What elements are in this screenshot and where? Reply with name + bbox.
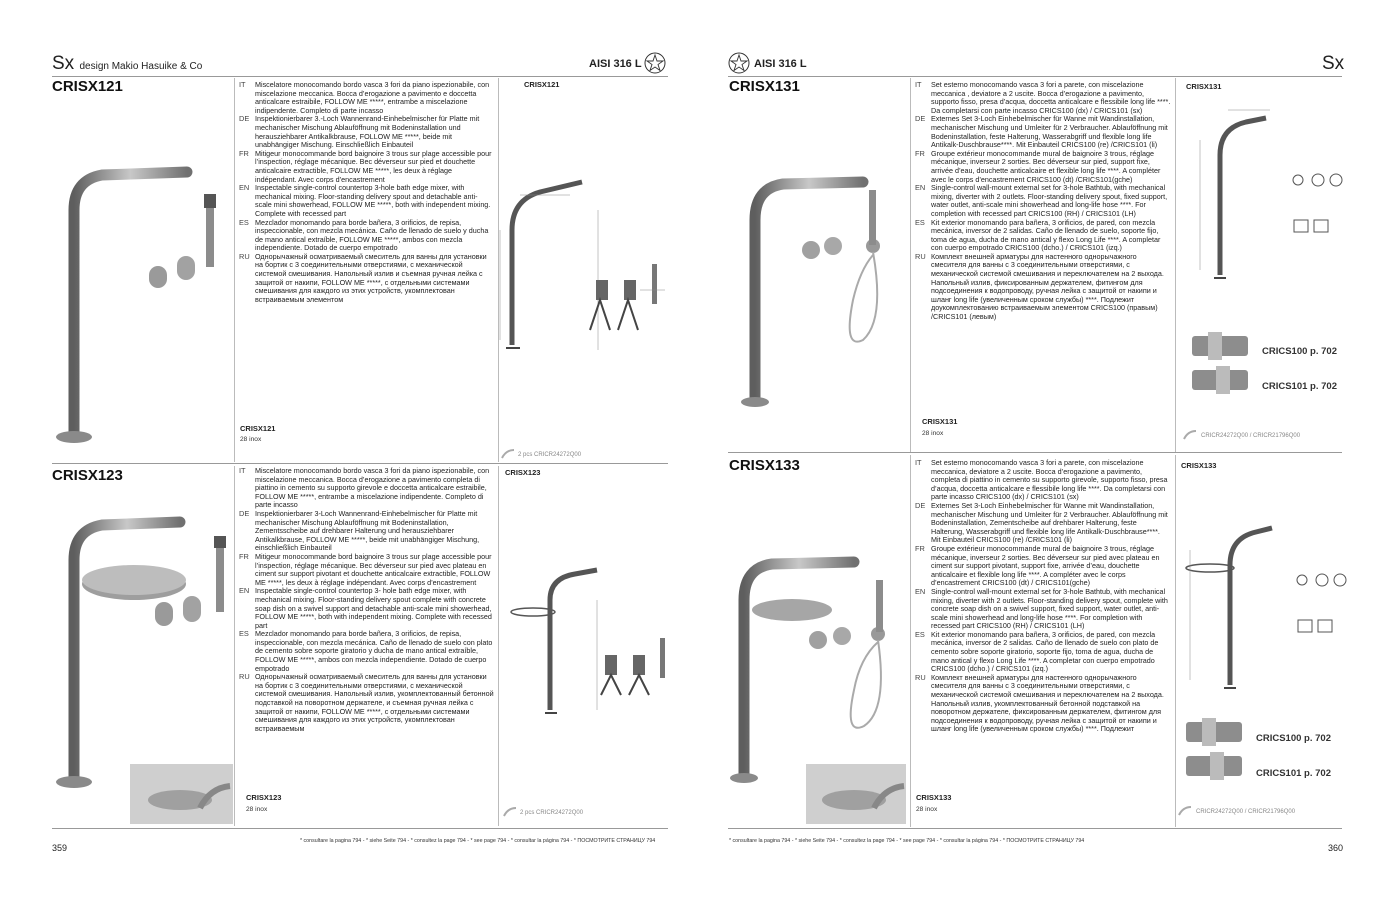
detail-photo-crisx133 bbox=[806, 764, 906, 824]
lang-code: EN bbox=[915, 183, 926, 193]
desc-text: Mezclador monomando para borde bañera, 3 orificios, de repisa, inspeccionable, con mezcla mecánica. Caño de llenado de suelo con plato de cemento sobre soporte giratorio y ducha de mano antical extraíble, FOLLOW ME *****, ambos con mezcla independiente. Dotado de cuerpo empotrado bbox=[255, 629, 493, 673]
lang-code: DE bbox=[915, 114, 926, 124]
lang-code: RU bbox=[915, 251, 926, 261]
desc-text: Комплект внешней арматуры для настенного однорычажного смесителя для ванны с 3 соединительными отверстиями, с механической системой смешивания и переключателем на 2 выхода. Напольный излив, фиксированным держателем, фитингом для подсоединения к водопроводу, ручная лейка с защитой от накипи и шланг long life (увеличенным сроком службы) ****. Подлежит доукомплектованию встраиваемым элементом CRICS100 (правым) /CRICS101 (левым) bbox=[931, 251, 1164, 322]
product-photo-crisx123 bbox=[52, 500, 232, 790]
drawing-label-crisx123: CRISX123 bbox=[505, 468, 541, 477]
section-rule bbox=[52, 463, 668, 464]
desc-text: Miscelatore monocomando bordo vasca 3 fori da piano ispezionabile, con miscelazione meccanica. Bocca d’erogazione a pavimento e doccetta anticalcare estraibile, FOLLOW ME *****, entrambe a miscelazione indipendente. Completo di parte incasso bbox=[255, 80, 490, 115]
drawing-label-crisx133: CRISX133 bbox=[1181, 461, 1217, 470]
lang-code: RU bbox=[239, 251, 250, 261]
lang-code: FR bbox=[239, 148, 249, 158]
desc-text: Miscelatore monocomando bordo vasca 3 fori da piano ispezionabile, con miscelazione meccanica. Bocca d’erogazione a pavimento completa di piattino in cemento su supporto girevole e doccetta anticalcare estraibile, FOLLOW ME *****, entrambe a miscelazione indipendente. Completo di parte incasso bbox=[255, 466, 490, 510]
bottom-rule-left bbox=[52, 828, 668, 829]
finish-crisx131: 28 inox bbox=[922, 430, 944, 437]
divider bbox=[234, 78, 235, 462]
lang-code: DE bbox=[239, 508, 250, 518]
desc-text: Mitigeur monocommande bord baignoire 3 trous sur plage accessible pour l’inspection, réglage mécanique. Bec déverseur sur pied et douchette anticalcaire extractible, FOLLOW ME *****, les deux à réglage indépendant. Avec corps d’encastrement bbox=[255, 148, 492, 184]
finish-code-crisx131: CRISX131 bbox=[922, 417, 958, 426]
recessed-part-crics100-131: CRICS100 p. 702 bbox=[1262, 346, 1337, 357]
soap-dish-detail-icon bbox=[140, 778, 230, 818]
lang-code: ES bbox=[915, 217, 925, 227]
material-label-left: AISI 316 L bbox=[589, 58, 642, 70]
desc-text: Inspektionierbarer 3-Loch Wannenrand-Einhebelmischer für Platte mit mechanischer Mischung Ablauföffnung mit Bodeninstallation, Zementsscheibe auf drehbarer Halterung und herausziehbarer Antikalkbrause, FOLLOW ME *****, beide mit unabhängiger Mischung, einschließlich Einbauteil bbox=[255, 508, 480, 553]
finish-code-crisx121: CRISX121 bbox=[240, 424, 276, 433]
description-crisx131 bbox=[915, 81, 1171, 322]
desc-text: Однорычажный осматриваемый смеситель для ванны для установки на бортик с 3 соединительными отверстиями, с механической системой смешивания. Напольный излив и съемная ручная лейка с защитой от накипи, FOLLOW ME *****, с отдельными системами смешивания для каждого из этих устройств, укомплектован встраиваемым элементом bbox=[255, 251, 487, 304]
page-number-right: 360 bbox=[1328, 843, 1344, 853]
divider bbox=[498, 466, 499, 826]
lang-code: ES bbox=[239, 217, 249, 227]
page-number-left: 359 bbox=[52, 843, 68, 853]
desc-text: Комплект внешней арматуры для настенного однорычажного смесителя для ванны с 3 соединительными отверстиями, с механической системой смешивания и переключателем на 2 выхода. Напольный излив, укомплектованный бетонной подставкой на поворотном держателе, фиксированным держателем, фитингом для подсоединения к водопроводу, ручная лейка с защитой от накипи и шланг long life (увеличенным сроком службы) ****. Подлежит bbox=[931, 672, 1164, 734]
brand-text: Sx bbox=[52, 53, 75, 74]
spare-part-crisx121: 2 pcs CRICR24272Q00 bbox=[518, 452, 582, 458]
divider bbox=[910, 78, 911, 452]
description-crisx123 bbox=[239, 467, 494, 733]
brand-right: Sx bbox=[1322, 53, 1345, 74]
product-code-crisx133: CRISX133 bbox=[729, 457, 800, 474]
drawing-label-crisx131: CRISX131 bbox=[1186, 82, 1222, 91]
product-photo-crisx131 bbox=[735, 160, 910, 410]
desc-text: Groupe extérieur monocommande mural de baignoire 3 trous, réglage mécanique, inverseur 2 sorties. Bec déverseur sur pied, support fixe, arrivée d’eau, douchette anticalcaire et flexible long life ****. A compléter avec le corps d’encastrement CRICS100 (dt) /CRICS101(gche) bbox=[931, 148, 1161, 184]
recessed-part-crics101-131: CRICS101 p. 702 bbox=[1262, 381, 1337, 392]
technical-drawing-crisx131 bbox=[1180, 100, 1345, 290]
recessed-body-photo-131 bbox=[1188, 332, 1254, 394]
desc-text: Inspectable single-control countertop 3- hole bath edge mixer, with mechanical mixing. Floor-standing delivery spout complete with concrete soap dish on a swivel support and detachable anti-scale mini showerhead, FOLLOW ME *****, both with independent mixing. Complete with recessed part bbox=[255, 586, 492, 630]
product-code-crisx121: CRISX121 bbox=[52, 78, 123, 95]
spare-part-crisx133: CRICR24272Q00 / CRICR21796Q00 bbox=[1196, 809, 1296, 815]
desc-text: Inspektionierbarer 3.-Loch Wannenrand-Einhebelmischer für Platte mit mechanischer Mischung Ablauföffnung mit Bodeninstallation und herausziehbarer Antikalkbrause, FOLLOW ME *****, beide mit unabhängiger Mischung. Einschließlich Einbauteil bbox=[255, 114, 480, 150]
desc-text: Externes Set 3-Loch Einhebelmischer für Wanne mit Wandinstallation, mechanischer Mischung und Umleiter für 2 Verbraucher. Ablauföffnung mit Bodeninstallation, feste Halterung, Wasserabgriff und flexible long life Antikalk-Duschbrause****. Mit Einbauteil CRICS100 (re) /CRICS101 (li) bbox=[931, 114, 1168, 150]
soap-dish-detail-icon bbox=[816, 778, 904, 818]
lang-code: ES bbox=[915, 629, 925, 639]
desc-text: Inspectable single-control countertop 3-hole bath edge mixer, with mechanical mixing. Floor-standing delivery spout and detachable anti-scale mini showerhead, FOLLOW ME *****, both with independent mixing. Complete with recessed part bbox=[255, 183, 491, 218]
section-rule bbox=[728, 452, 1342, 453]
spare-hose-icon bbox=[1182, 429, 1198, 441]
lang-code: IT bbox=[915, 80, 922, 89]
spare-part-crisx123: 2 pcs CRICR24272Q00 bbox=[520, 810, 584, 816]
desc-text: Однорычажный осматриваемый смеситель для ванны для установки на бортик с 3 соединительными отверстиями, с механической системой смешивания. Напольный излив, укомплектованный бетонной подставкой на поворотном держателе, и съемная ручная лейка с защитой от накипи, FOLLOW ME *****, с отдельными системами смешивания для каждого из этих устройств, укомплектован встраиваемым bbox=[255, 672, 494, 733]
divider bbox=[1175, 455, 1176, 827]
lang-code: RU bbox=[239, 672, 250, 682]
lang-code: DE bbox=[239, 114, 250, 124]
material-label-right: AISI 316 L bbox=[754, 58, 807, 70]
recessed-body-photo-133 bbox=[1182, 718, 1248, 780]
desc-text: Kit exterior monomando para bañera, 3 orificios, de pared, con mezcla mecánica, inversor de 2 salidas. Caño de llenado de suelo, soporte fijo, toma de agua, ducha de mano antical y flexo Long Life ****. A completar con cuerpo empotrado CRICS100 (dcho.) / CRICS101 (izq.) bbox=[931, 217, 1161, 253]
lang-code: ES bbox=[239, 629, 249, 639]
desc-text: Externes Set 3-Loch Einhebelmischer für Wanne mit Wandinstallation, mechanischer Mischung und Umleiter für 2 Verbraucher. Ablauföffnung mit Bodeninstallation, Zementscheibe auf drehbarer Halterung, feste Halterung, Wasserabgriff und flexible long life Antikalk-Duschbrause****. Mit Einbauteil CRICS100 (re) /CRICS101 (li) bbox=[931, 500, 1168, 545]
technical-drawing-crisx123 bbox=[505, 560, 670, 720]
product-photo-crisx121 bbox=[52, 150, 232, 450]
divider bbox=[1175, 78, 1176, 452]
desc-text: Mezclador monomando para borde bañera, 3 orificios, de repisa, inspeccionable, con mezcla mecánica. Caño de llenado de suelo y ducha de mano antical extraíble, FOLLOW ME *****, ambos con mezcla independiente. Dotado de cuerpo empotrado bbox=[255, 217, 489, 253]
description-crisx121 bbox=[239, 81, 494, 304]
spare-hose-icon bbox=[500, 448, 516, 460]
finish-crisx121: 28 inox bbox=[240, 436, 262, 443]
detail-photo-crisx123 bbox=[130, 764, 233, 824]
bottom-rule-right bbox=[728, 828, 1342, 829]
desc-text: Single-control wall-mount external set for 3-hole Bathtub, with mechanical mixing, diverter with 2 outlets. Floor-standing delivery spout, fixed support, water outlet, anti-scale mini showerhead and long-life hose ****. For completion with recessed part CRICS100 (RH) / CRICS101 (LH) bbox=[931, 183, 1168, 218]
lang-code: EN bbox=[239, 183, 250, 193]
desc-text: Set esterno monocomando vasca 3 fori a parete, con miscelazione meccanica , deviatore a 2 uscite. Bocca d’erogazione a pavimento, supporto fisso, presa d’acqua, doccetta anticalcare e flessibile long life ****. Da completarsi con parte incasso CRICS100 (dx) / CRICS101 (sx) bbox=[931, 80, 1171, 115]
lang-code: IT bbox=[239, 80, 246, 89]
finish-code-crisx123: CRISX123 bbox=[246, 793, 282, 802]
desc-text: Set esterno monocomando vasca 3 fori a parete, con miscelazione meccanica, deviatore a 2 uscite. Bocca d’erogazione a pavimento, completa di piattino in cemento su supporto girevole, supporto fisso, presa d’acqua, doccetta anticalcare e flessibile long life ****. Da completarsi con parte incasso CRICS100 (dx) / CRICS101 (sx) bbox=[931, 458, 1168, 502]
star-badge-icon bbox=[728, 52, 750, 74]
desc-text: Kit exterior monomando para bañera, 3 orificios, de pared, con mezcla mecánica, inversor de 2 salidas. Caño de llenado de suelo con plato de cemento sobre soporte giratorio, soporte fijo, toma de agua, ducha de mano antical y flexo Long Life ****. A completar con cuerpo empotrado CRICS100 (dcho.) / CRICS101 (izq.) bbox=[931, 629, 1159, 674]
description-crisx133 bbox=[915, 459, 1171, 734]
designer-text: design Makio Hasuike & Co bbox=[79, 61, 203, 72]
top-rule-right bbox=[728, 76, 1342, 77]
lang-code: FR bbox=[239, 551, 249, 561]
recessed-part-crics101-133: CRICS101 p. 702 bbox=[1256, 768, 1331, 779]
finish-crisx133: 28 inox bbox=[916, 806, 938, 813]
lang-code: IT bbox=[239, 466, 246, 475]
lang-code: FR bbox=[915, 148, 925, 158]
technical-drawing-crisx133 bbox=[1180, 510, 1345, 700]
spare-part-crisx131: CRICR24272Q00 / CRICR21796Q00 bbox=[1201, 433, 1301, 439]
finish-code-crisx133: CRISX133 bbox=[916, 793, 952, 802]
lang-code: FR bbox=[915, 543, 925, 553]
recessed-part-crics100-133: CRICS100 p. 702 bbox=[1256, 733, 1331, 744]
desc-text: Groupe extérieur monocommande mural de baignoire 3 trous, réglage mécanique, inverseur 2 sorties. Bec déverseur sur pied avec plateau en ciment sur support pivotant, support fixe, arrivée d’eau, douchette anticalcaire et flexible long life ****. A compléter avec le corps d’encastrement CRICS100 (dt) / CRICS101(gche) bbox=[931, 543, 1160, 588]
desc-text: Single-control wall-mount external set for 3-hole Bathtub, with mechanical mixing, diverter with 2 outlets. Floor-standing delivery spout, complete with concrete soap dish on a swivel support, fixed support, water outlet, anti-scale mini showerhead and long-life hose ****. For completion with recessed part CRICS100 (RH) / CRICS101 (LH) bbox=[931, 586, 1168, 631]
divider bbox=[234, 466, 235, 826]
divider bbox=[910, 455, 911, 827]
product-code-crisx131: CRISX131 bbox=[729, 78, 800, 95]
drawing-label-crisx121: CRISX121 bbox=[524, 80, 560, 89]
spare-hose-icon bbox=[502, 806, 518, 818]
technical-drawing-crisx121 bbox=[500, 170, 670, 360]
spare-hose-icon bbox=[1177, 805, 1193, 817]
lang-code: DE bbox=[915, 500, 926, 510]
footer-note-left: * consultare la pagina 794 - * siehe Seite 794 - * consultez la page 794 - * see page 794 - * consultar la página 794 - * ПОСМОТРИТЕ СТРАНИЦУ 794 bbox=[300, 838, 656, 844]
product-photo-crisx133 bbox=[732, 540, 907, 785]
divider bbox=[498, 78, 499, 462]
top-rule-left bbox=[52, 76, 668, 77]
lang-code: EN bbox=[915, 586, 926, 596]
lang-code: EN bbox=[239, 586, 250, 596]
star-badge-icon bbox=[644, 52, 666, 74]
finish-crisx123: 28 inox bbox=[246, 806, 268, 813]
desc-text: Mitigeur monocommande bord baignoire 3 trous sur plage accessible pour l’inspection, réglage mécanique. Bec déverseur sur pied avec plateau en ciment sur support pivotant et douchette anticalcaire extractible, FOLLOW ME *****, les deux à réglage indépendant. Avec corps d’encastrement bbox=[255, 551, 492, 587]
footer-note-right: * consultare la pagina 794 - * siehe Seite 794 - * consultez la page 794 - * see page 794 - * consultar la página 794 - * ПОСМОТРИТЕ СТРАНИЦУ 794 bbox=[729, 838, 1085, 844]
lang-code: IT bbox=[915, 458, 922, 467]
lang-code: RU bbox=[915, 672, 926, 682]
product-code-crisx123: CRISX123 bbox=[52, 467, 123, 484]
brand-left bbox=[52, 53, 202, 75]
